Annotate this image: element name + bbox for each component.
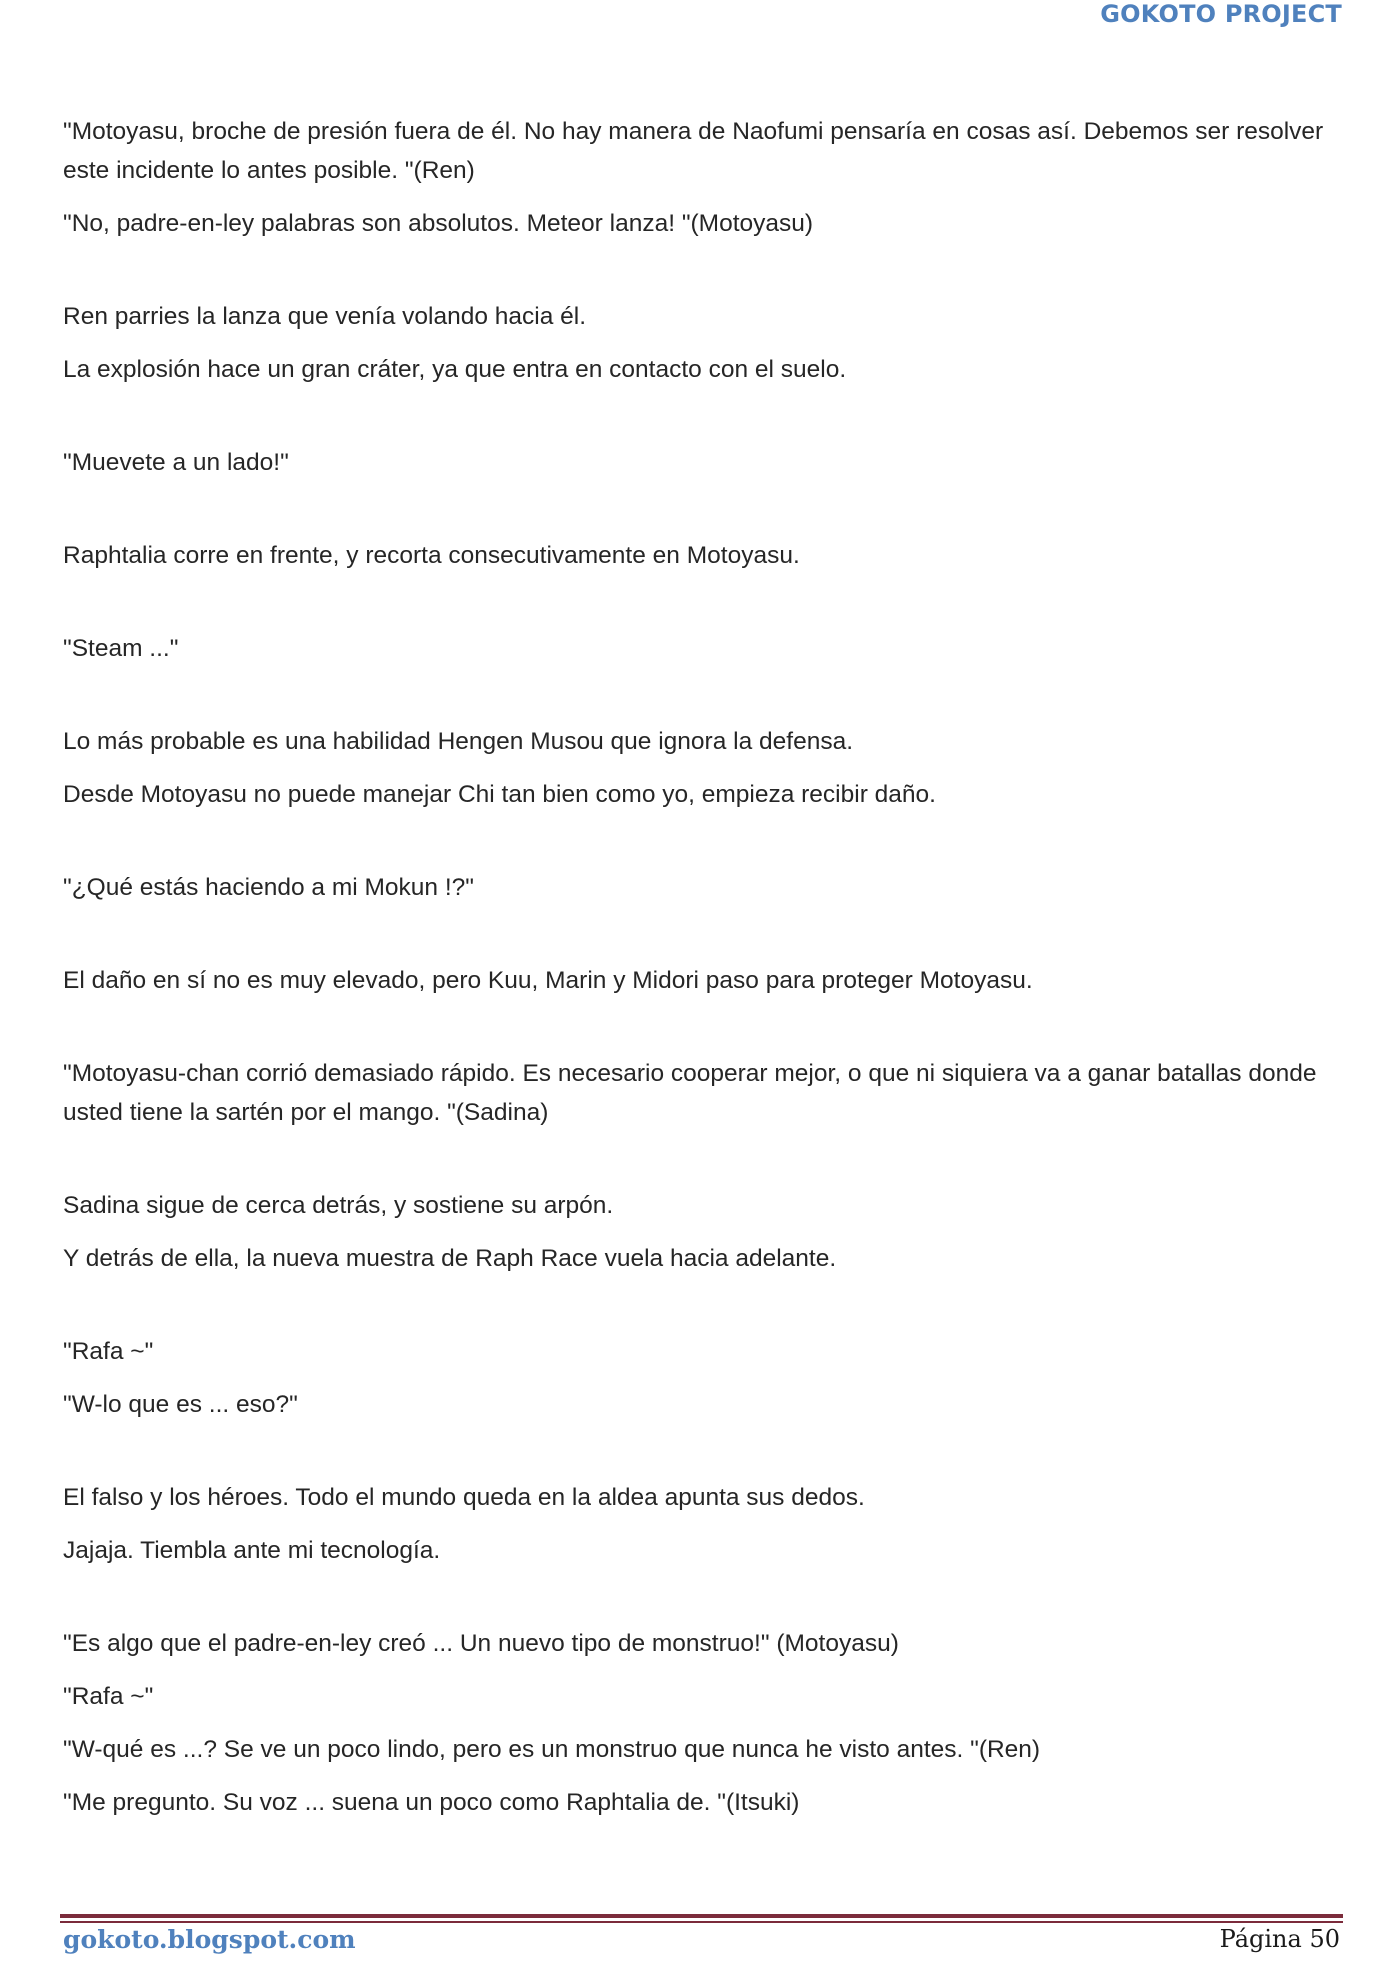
paragraph: "Steam ..." xyxy=(63,635,179,662)
paragraph: "Rafa ~" xyxy=(63,1338,154,1365)
paragraph: "Motoyasu-chan corrió demasiado rápido. Es necesario cooperar mejor, o que ni siquiera va a ganar batallas donde usted tiene la sartén por el mango. "(Sadina) xyxy=(63,1060,1317,1126)
paragraph: "W-qué es ...? Se ve un poco lindo, pero es un monstruo que nunca he visto antes. "(Ren) xyxy=(63,1736,1041,1763)
paragraph: "Muevete a un lado!" xyxy=(63,449,289,476)
paragraph: Ren parries la lanza que venía volando hacia él. xyxy=(63,303,587,330)
paragraph: Sadina sigue de cerca detrás, y sostiene su arpón. xyxy=(63,1192,614,1219)
footer-divider xyxy=(60,1921,1343,1923)
header-title: GOKOTO PROJECT xyxy=(1100,0,1342,28)
paragraph: El falso y los héroes. Todo el mundo queda en la aldea apunta sus dedos. xyxy=(63,1484,865,1511)
paragraph: "No, padre-en-ley palabras son absolutos. Meteor lanza! "(Motoyasu) xyxy=(63,210,814,237)
paragraph: "Es algo que el padre-en-ley creó ... Un nuevo tipo de monstruo!" (Motoyasu) xyxy=(63,1630,899,1657)
paragraph: El daño en sí no es muy elevado, pero Kuu, Marin y Midori paso para proteger Motoyasu. xyxy=(63,967,1033,994)
footer-site-link[interactable]: gokoto.blogspot.com xyxy=(63,1925,356,1954)
paragraph: "Me pregunto. Su voz ... suena un poco como Raphtalia de. "(Itsuki) xyxy=(63,1789,800,1816)
paragraph: Desde Motoyasu no puede manejar Chi tan bien como yo, empieza recibir daño. xyxy=(63,781,936,808)
footer-divider xyxy=(60,1914,1343,1918)
paragraph: "W-lo que es ... eso?" xyxy=(63,1391,298,1418)
paragraph: "Rafa ~" xyxy=(63,1683,154,1710)
page-number: Página 50 xyxy=(1219,1925,1340,1953)
paragraph: La explosión hace un gran cráter, ya que entra en contacto con el suelo. xyxy=(63,356,847,383)
paragraph: Jajaja. Tiembla ante mi tecnología. xyxy=(63,1537,441,1564)
paragraph: "Motoyasu, broche de presión fuera de él. No hay manera de Naofumi pensaría en cosas así. Debemos ser resolver este incidente lo antes posible. "(Ren) xyxy=(63,118,1324,184)
paragraph: Lo más probable es una habilidad Hengen Musou que ignora la defensa. xyxy=(63,728,854,755)
paragraph: "¿Qué estás haciendo a mi Mokun !?" xyxy=(63,874,474,901)
body-text xyxy=(63,112,1353,1822)
paragraph: Y detrás de ella, la nueva muestra de Raph Race vuela hacia adelante. xyxy=(63,1245,837,1272)
paragraph: Raphtalia corre en frente, y recorta consecutivamente en Motoyasu. xyxy=(63,542,800,569)
